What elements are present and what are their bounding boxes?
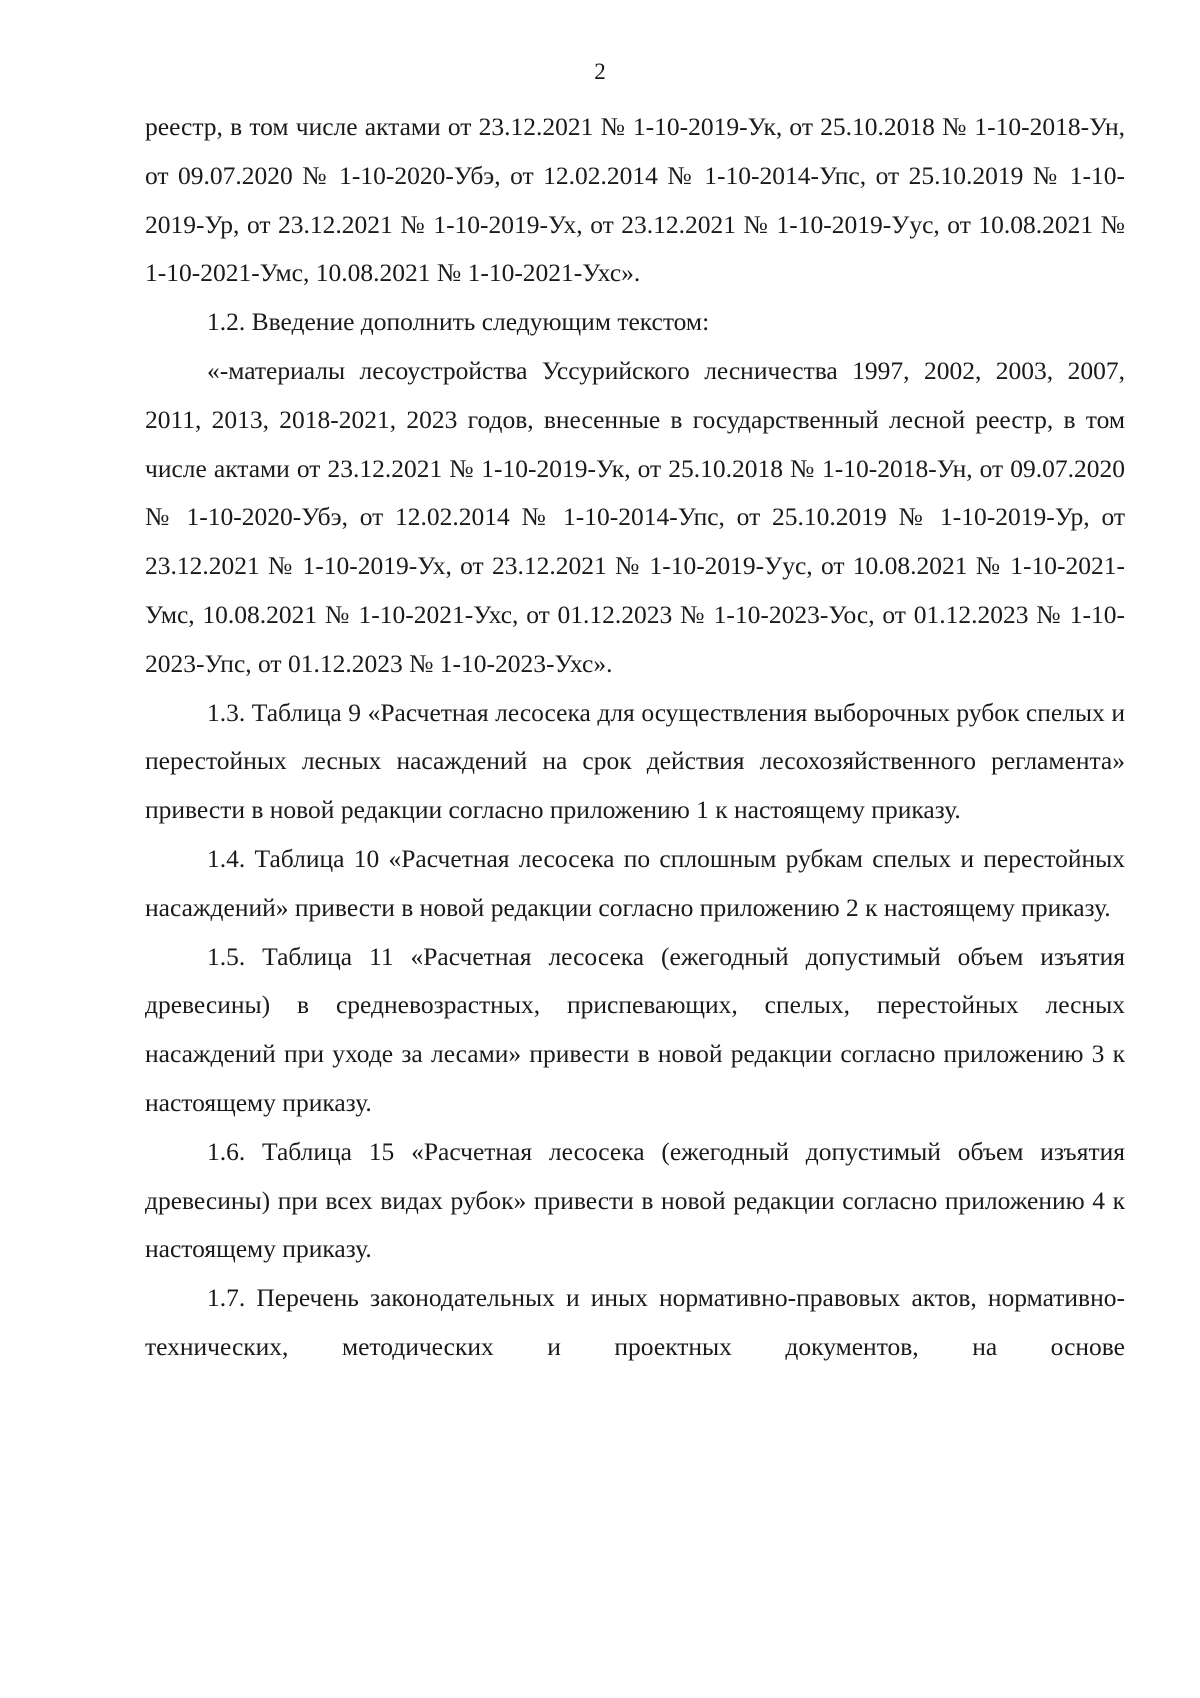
document-body [145,103,1125,1372]
paragraph-quoted-addition: «-материалы лесоустройства Уссурийского лесничества 1997, 2002, 2003, 2007, 2011, 2013, 2018-2021, 2023 годов, внесенные в государственный лесной реестр, в том числе актами от 23.12.2021 № 1-10-2019-Ук, от 25.10.2018 № 1-10-2018-Ун, от 09.07.2020 № 1-10-2020-Убэ, от 12.02.2014 № 1-10-2014-Упс, от 25.10.2019 № 1-10-2019-Ур, от 23.12.2021 № 1-10-2019-Ух, от 23.12.2021 № 1-10-2019-Уус, от 10.08.2021 № 1-10-2021-Умс, 10.08.2021 № 1-10-2021-Ухс, от 01.12.2023 № 1-10-2023-Уос, от 01.12.2023 № 1-10-2023-Упс, от 01.12.2023 № 1-10-2023-Ухс». [145,355,1125,678]
paragraph-item-1-3: 1.3. Таблица 9 «Расчетная лесосека для осуществления выборочных рубок спелых и перестойных лесных насаждений на срок действия лесохозяйственного регламента» привести в новой редакции согласно приложению 1 к настоящему приказу. [145,697,1125,825]
paragraph-item-1-4: 1.4. Таблица 10 «Расчетная лесосека по сплошным рубкам спелых и перестойных насаждений» привести в новой редакции согласно приложению 2 к настоящему приказу. [145,843,1125,922]
paragraph-item-1-5: 1.5. Таблица 11 «Расчетная лесосека (ежегодный допустимый объем изъятия древесины) в средневозрастных, приспевающих, спелых, перестойных лесных насаждений при уходе за лесами» привести в новой редакции согласно приложению 3 к настоящему приказу. [145,941,1125,1117]
paragraph-continuation: реестр, в том числе актами от 23.12.2021 № 1-10-2019-Ук, от 25.10.2018 № 1-10-2018-Ун, от 09.07.2020 № 1-10-2020-Убэ, от 12.02.2014 № 1-10-2014-Упс, от 25.10.2019 № 1-10-2019-Ур, от 23.12.2021 № 1-10-2019-Ух, от 23.12.2021 № 1-10-2019-Уус, от 10.08.2021 № 1-10-2021-Умс, 10.08.2021 № 1-10-2021-Ухс». [145,112,1125,288]
page-number: 2 [594,59,606,84]
paragraph-item-1-6: 1.6. Таблица 15 «Расчетная лесосека (ежегодный допустимый объем изъятия древесины) при всех видах рубок» привести в новой редакции согласно приложению 4 к настоящему приказу. [145,1136,1125,1264]
paragraph-item-1-2: 1.2. Введение дополнить следующим текстом: [207,307,710,337]
paragraph-item-1-7: 1.7. Перечень законодательных и иных нормативно-правовых актов, нормативно-технических, методических и проектных документов, на основе [145,1283,1125,1361]
